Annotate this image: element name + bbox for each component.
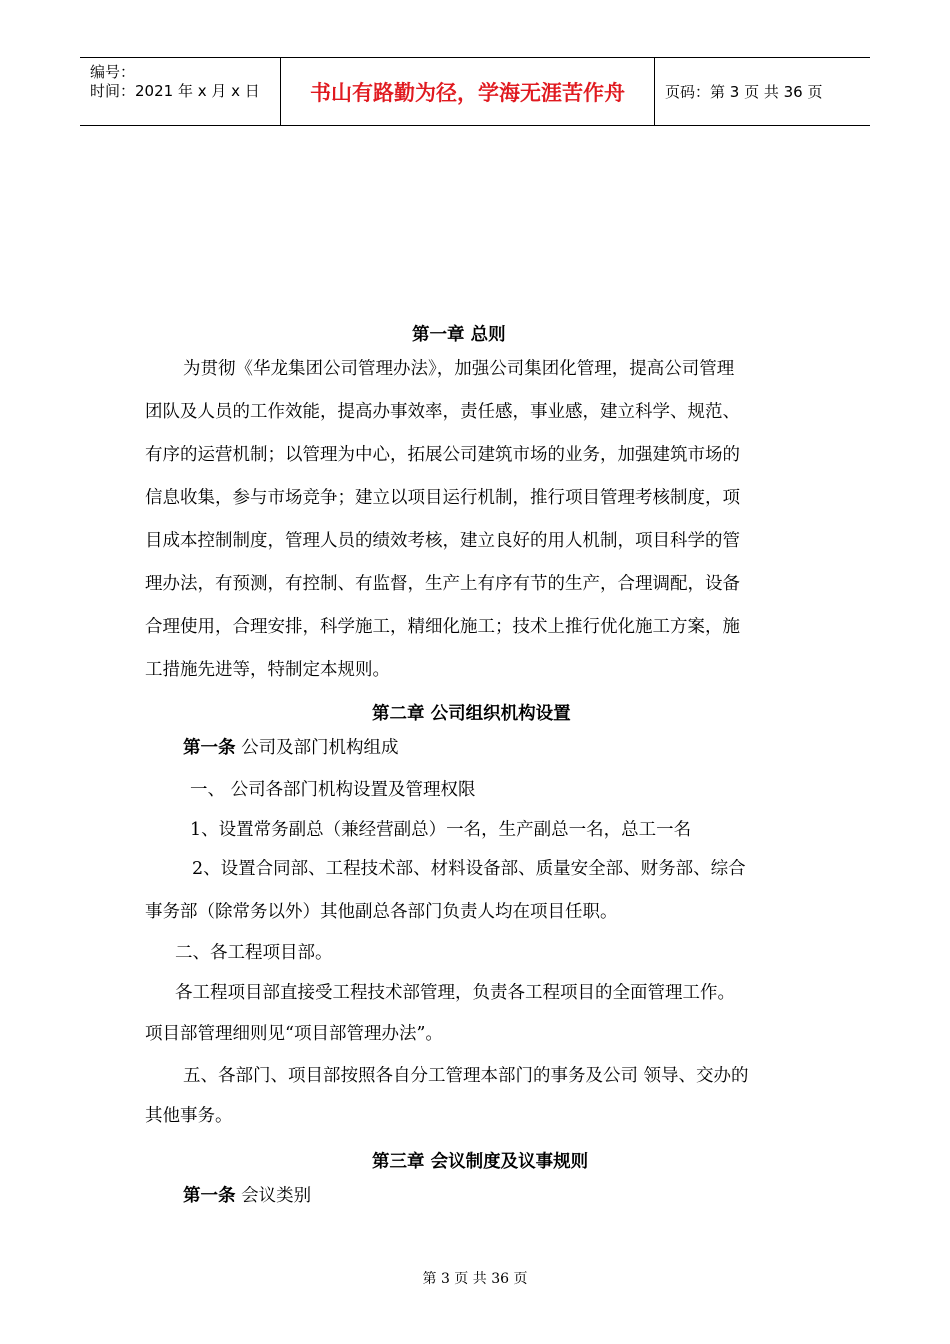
paragraph-line: 各工程项目部直接受工程技术部管理，负责各工程项目的全面管理工作。 [175, 983, 735, 1003]
paragraph-line: 有序的运营机制；以管理为中心，拓展公司建筑市场的业务，加强建筑市场的 [145, 445, 740, 465]
article-text: 会议类别 [235, 1186, 312, 1206]
article-text: 公司及部门机构组成 [235, 738, 399, 758]
paragraph-line: 合理使用，合理安排，科学施工，精细化施工；技术上推行优化施工方案，施 [145, 617, 740, 637]
header-page-info: 页码：第 3 页 共 36 页 [665, 83, 823, 101]
paragraph-line: 目成本控制制度，管理人员的绩效考核，建立良好的用人机制，项目科学的管 [145, 531, 740, 551]
paragraph-line: 理办法，有预测，有控制、有监督，生产上有序有节的生产，合理调配，设备 [145, 574, 740, 594]
header-motto: 书山有路勤为径，学海无涯苦作舟 [281, 58, 655, 125]
article-label: 第一条 [183, 738, 236, 758]
chapter-3-title: 第三章 会议制度及议事规则 [372, 1152, 589, 1172]
paragraph-line: 工措施先进等，特制定本规则。 [145, 660, 390, 680]
section-heading: 一、 公司各部门机构设置及管理权限 [190, 780, 476, 800]
list-item: 事务部（除常务以外）其他副总各部门负责人均在项目任职。 [145, 902, 618, 922]
article-label: 第一条 [183, 1186, 236, 1206]
paragraph-line: 项目部管理细则见“项目部管理办法”。 [145, 1024, 443, 1044]
paragraph-line: 团队及人员的工作效能，提高办事效率，责任感，事业感，建立科学、规范、 [145, 402, 740, 422]
paragraph-line: 为贯彻《华龙集团公司管理办法》，加强公司集团化管理，提高公司管理 [183, 359, 735, 379]
paragraph-line: 其他事务。 [145, 1106, 233, 1126]
chapter-1-title: 第一章 总则 [412, 325, 506, 345]
paragraph-line: 五、各部门、项目部按照各自分工管理本部门的事务及公司 领导、交办的 [183, 1066, 749, 1086]
article-heading [183, 1184, 311, 1208]
list-item: 2、设置合同部、工程技术部、材料设备部、质量安全部、财务部、综合 [192, 859, 746, 879]
chapter-2-title: 第二章 公司组织机构设置 [372, 704, 571, 724]
list-item: 1、设置常务副总（兼经营副总）一名，生产副总一名，总工一名 [190, 820, 692, 840]
section-heading: 二、各工程项目部。 [175, 943, 333, 963]
article-heading [183, 736, 399, 760]
page-footer: 第 3 页 共 36 页 [422, 1271, 528, 1287]
document-number-label: 编号： [90, 63, 136, 81]
document-date: 时间：2021 年 x 月 x 日 [90, 82, 260, 100]
paragraph-line: 信息收集，参与市场竞争；建立以项目运行机制，推行项目管理考核制度，项 [145, 488, 740, 508]
